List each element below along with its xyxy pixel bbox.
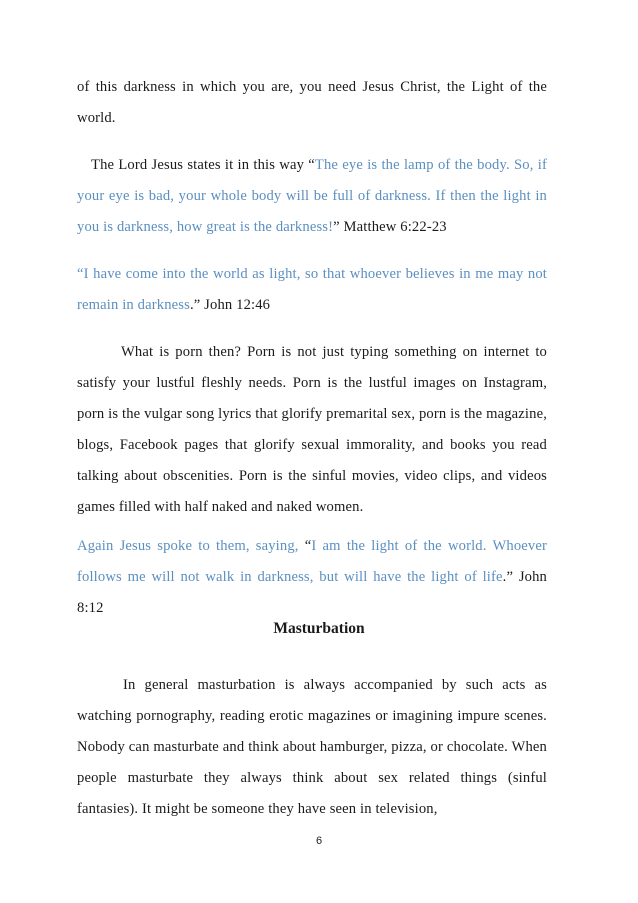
paragraph-text: In general masturbation is always accompanied by such acts as watching pornography, reading erotic magazines or imagining impure scenes. Nobody can masturbate and think about hamburger, pizza, or chocolate. When people masturbate they always think about sex related things (sinful fantasies). It might be someone they have seen in television, — [77, 677, 547, 817]
paragraph-light-of-life — [77, 531, 547, 624]
paragraph-light-of-the-world — [77, 72, 547, 134]
quote-open-mark: “ — [304, 538, 312, 554]
paragraph-what-is-porn — [77, 337, 547, 523]
paragraph-text: What is porn then? Porn is not just typing something on internet to satisfy your lustful fleshly needs. Porn is the lustful images on Instagram, porn is the vulgar song lyrics that glorify premarital sex, porn is the magazine, blogs, Facebook pages that glorify sexual immorality, and books you read talking about obscenities. Porn is the sinful movies, video clips, and videos games filled with half naked and naked women. — [77, 344, 547, 515]
scripture-quote: I am the light of the world. Whoever follows me will not walk in darkness, but will have the light of life — [77, 538, 547, 585]
scripture-reference: .” John 8:12 — [77, 569, 547, 616]
page-number: 6 — [315, 835, 323, 847]
paragraph-matthew-quote — [77, 150, 547, 243]
paragraph-text: of this darkness in which you are, you need Jesus Christ, the Light of the world. — [77, 79, 547, 126]
paragraph-lead-text: Again Jesus spoke to them, saying, — [77, 538, 305, 554]
scripture-quote: The eye is the lamp of the body. So, if your eye is bad, your whole body will be full of darkness. If then the light in you is darkness, how great is the darkness! — [77, 157, 547, 235]
paragraph-masturbation — [77, 670, 547, 825]
paragraph-lead-text: The Lord Jesus states it in this way “ — [91, 157, 315, 173]
paragraph-john-quote — [77, 259, 547, 321]
section-heading: Masturbation — [273, 620, 365, 637]
scripture-reference: .” John 12:46 — [189, 297, 271, 313]
scripture-quote: “I have come into the world as light, so that whoever believes in me may not remain in darkness — [77, 266, 547, 313]
scripture-reference: ” Matthew 6:22-23 — [333, 219, 447, 235]
